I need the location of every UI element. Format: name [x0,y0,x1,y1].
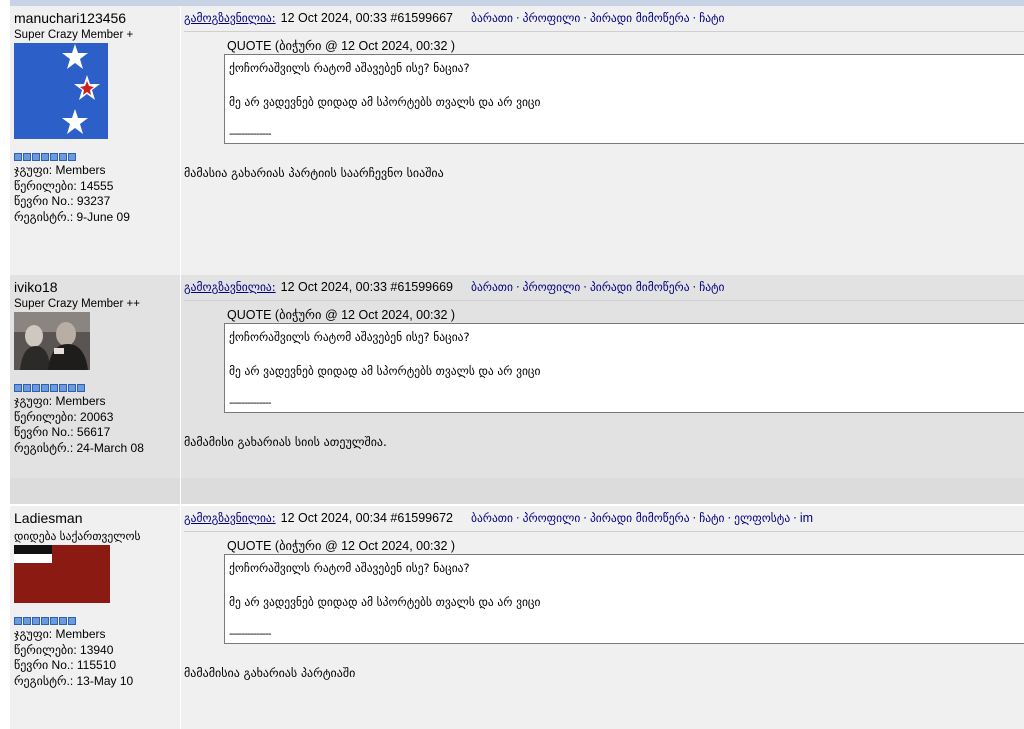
post-content [181,506,1024,729]
rank-pip [50,617,58,625]
post-header [184,510,1024,526]
author-avatar[interactable] [14,312,90,370]
post-footer [10,478,1024,504]
rank-pip [14,617,22,625]
rank-pip [41,384,49,392]
card-link[interactable]: ბარათი [471,511,513,525]
column-divider [180,249,181,275]
author-post-count: წერილები: 13940 [14,642,114,657]
header-divider [184,300,1024,301]
quote-line: ქოჩორაშვილს რატომ აშავებენ ისე? ნაცია? [229,561,470,575]
card-link[interactable]: ბარათი [471,280,513,294]
author-username[interactable]: Ladiesman [14,510,83,526]
author-username[interactable]: manuchari123456 [14,10,127,26]
rank-pip [50,384,58,392]
left-gutter [0,0,10,729]
posted-link[interactable]: გამოგზავნილია: [184,511,276,525]
posted-link[interactable]: გამოგზავნილია: [184,280,276,294]
author-member-no: წევრი No.: 93237 [14,194,111,208]
private-message-link[interactable]: პირადი მიმოწერა [589,280,690,294]
post-author-panel [10,506,180,729]
author-member-no: წევრი No.: 115510 [14,658,117,672]
rank-pip [68,153,76,161]
posted-link[interactable]: გამოგზავნილია: [184,11,276,25]
post-author-panel [10,6,180,249]
quote-line: ქოჩორაშვილს რატომ აშავებენ ისე? ნაცია? [229,61,470,75]
author-post-count: წერილები: 20063 [14,409,114,424]
post-content [181,275,1024,478]
rank-pip [23,153,31,161]
post-footer [10,249,1024,275]
forum-post [10,6,1024,275]
post-content [181,6,1024,249]
rank-pip [14,384,22,392]
author-info [14,627,176,689]
post-meta: 12 Oct 2024, 00:33 #61599667 [280,11,453,25]
quote-line: მე არ ვადევნებ დიდად ამ სპორტებს თვალს და არ ვიცი [229,95,541,109]
post-meta: 12 Oct 2024, 00:33 #61599669 [280,280,453,294]
header-divider [184,531,1024,532]
profile-link[interactable]: პროფილი [522,511,581,525]
quote-separator: -------------- [229,127,271,140]
author-rank: დიდება საქართველოს [14,531,141,543]
chat-link[interactable]: ჩატი [699,280,725,294]
im-link[interactable]: im [799,511,814,525]
post-meta: 12 Oct 2024, 00:34 #61599672 [280,511,453,525]
quote-box [224,323,1024,413]
rank-pip [32,617,40,625]
post-user-links: ბარათი · პროფილი · პირადი მიმოწერა · ჩატი [471,11,725,25]
author-avatar[interactable] [14,545,110,603]
header-divider [184,31,1024,32]
profile-link[interactable]: პროფილი [522,280,581,294]
rank-pip [59,384,67,392]
rank-pips [14,617,176,625]
author-registered: რეგისტრ.: 9-June 09 [14,209,130,224]
rank-pip [59,153,67,161]
author-group: ჯგუფი: Members [14,394,106,408]
forum-post [10,275,1024,504]
rank-pip [59,617,67,625]
author-info [14,163,176,225]
post-body: მამამისია გახარიას პარტიაში [184,666,356,680]
rank-pips [14,153,176,161]
author-rank: Super Crazy Member + [14,29,134,41]
column-divider [180,478,181,504]
quote-line: ქოჩორაშვილს რატომ აშავებენ ისე? ნაცია? [229,330,470,344]
rank-pip [14,153,22,161]
quote-separator: -------------- [229,627,271,640]
quote-box [224,54,1024,144]
post-author-panel [10,275,180,478]
chat-link[interactable]: ჩატი [699,511,725,525]
quote-line: მე არ ვადევნებ დიდად ამ სპორტებს თვალს და არ ვიცი [229,364,541,378]
post-header [184,279,1024,295]
rank-pip [41,153,49,161]
rank-pip [32,153,40,161]
email-link[interactable]: ელფოსტა [734,511,791,525]
quote-line: მე არ ვადევნებ დიდად ამ სპორტებს თვალს და არ ვიცი [229,595,541,609]
author-post-count: წერილები: 14555 [14,178,114,193]
rank-pip [68,617,76,625]
quote-title: QUOTE (ბიჭური @ 12 Oct 2024, 00:32 ) [227,308,456,322]
quote-title: QUOTE (ბიჭური @ 12 Oct 2024, 00:32 ) [227,539,456,553]
post-body: მამამისი გახარიას სიის ათეულშია. [184,435,387,449]
rank-pip [41,617,49,625]
rank-pip [23,384,31,392]
post-body: მამასია გახარიას პარტიის საარჩევნო სიაშია [184,166,444,180]
rank-pip [68,384,76,392]
rank-pip [32,384,40,392]
forum-post [10,506,1024,729]
author-avatar[interactable] [14,43,108,139]
rank-pip [23,617,31,625]
quote-separator: -------------- [229,396,271,409]
private-message-link[interactable]: პირადი მიმოწერა [589,11,690,25]
author-info [14,394,176,456]
post-header [184,10,1024,26]
rank-pips [14,384,176,392]
quote-title: QUOTE (ბიჭური @ 12 Oct 2024, 00:32 ) [227,39,456,53]
author-username[interactable]: iviko18 [14,279,58,295]
card-link[interactable]: ბარათი [471,11,513,25]
post-user-links: ბარათი · პროფილი · პირადი მიმოწერა · ჩატი [471,280,725,294]
author-group: ჯგუფი: Members [14,627,106,641]
author-member-no: წევრი No.: 56617 [14,425,111,439]
rank-pip [50,153,58,161]
author-rank: Super Crazy Member ++ [14,298,140,310]
author-registered: რეგისტრ.: 24-March 08 [14,440,144,455]
author-group: ჯგუფი: Members [14,163,106,177]
author-registered: რეგისტრ.: 13-May 10 [14,673,134,688]
post-user-links: ბარათი · პროფილი · პირადი მიმოწერა · ჩატი · ელფოსტა · im [471,511,814,525]
rank-pip [77,384,85,392]
private-message-link[interactable]: პირადი მიმოწერა [589,511,690,525]
quote-box [224,554,1024,644]
profile-link[interactable]: პროფილი [522,11,581,25]
chat-link[interactable]: ჩატი [699,11,725,25]
